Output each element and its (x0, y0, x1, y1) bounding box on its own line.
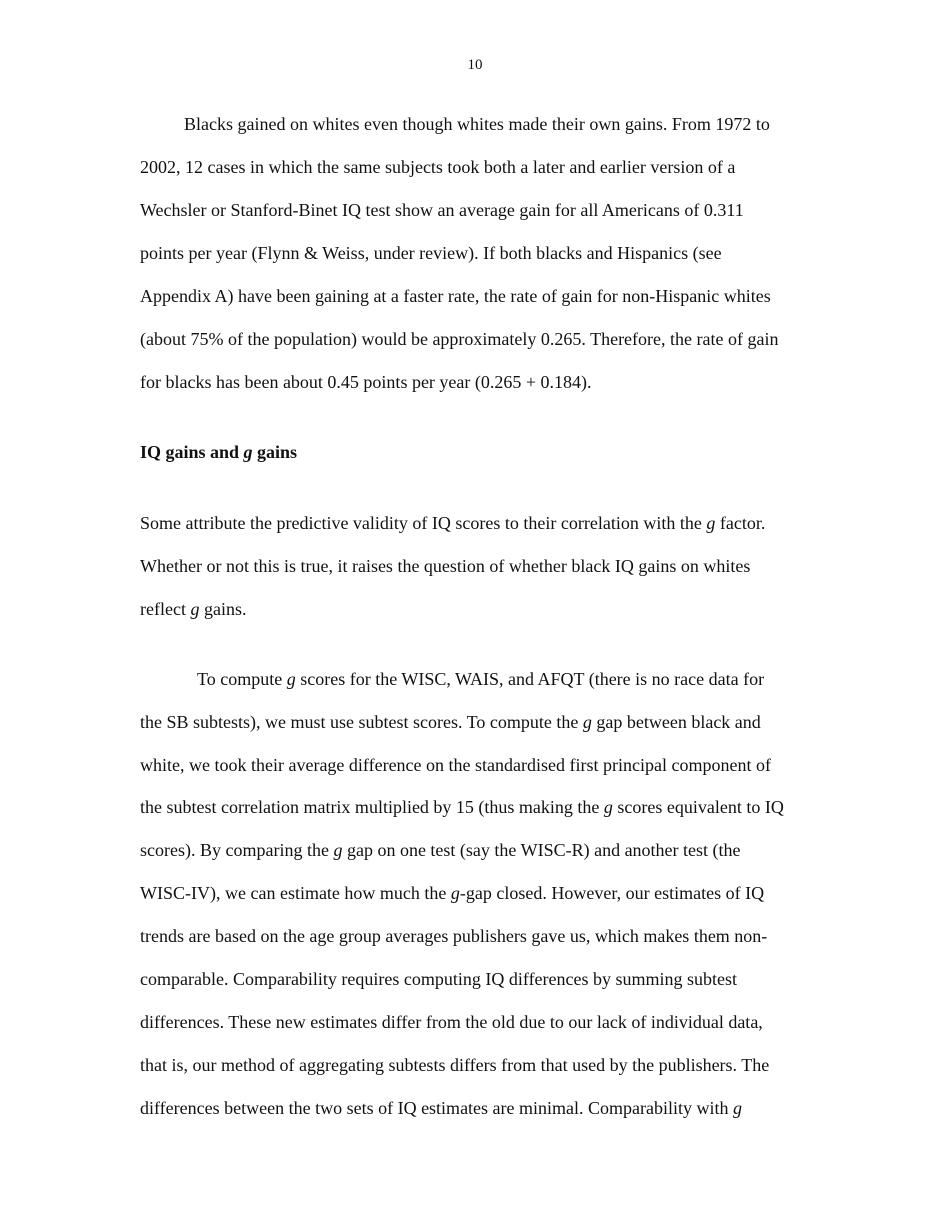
text-span: differences between the two sets of IQ estimates are minimal. Comparability with (140, 1098, 733, 1118)
text-line: 2002, 12 cases in which the same subjects took both a later and earlier version of a (140, 157, 736, 177)
g-symbol: g (706, 513, 716, 533)
text-line (140, 711, 761, 733)
text-span: gains. (199, 599, 247, 619)
text-span: scores). By comparing the (140, 840, 334, 860)
text-line: (about 75% of the population) would be approximately 0.265. Therefore, the rate of gain (140, 329, 779, 349)
text-span: scores equivalent to IQ (612, 797, 784, 817)
g-symbol: g (733, 1098, 742, 1118)
page-number: 10 (467, 57, 483, 73)
g-symbol: g (603, 797, 613, 817)
text-line: Whether or not this is true, it raises the question of whether black IQ gains on whites (140, 556, 751, 576)
text-span: WISC-IV), we can estimate how much the (140, 883, 451, 903)
text-line: that is, our method of aggregating subtests differs from that used by the publishers. The (140, 1055, 770, 1075)
text-line: for blacks has been about 0.45 points per year (0.265 + 0.184). (140, 372, 592, 392)
g-symbol: g (582, 712, 592, 732)
text-span: factor. (715, 513, 766, 533)
text-line (140, 598, 246, 620)
text-line: points per year (Flynn & Weiss, under review). If both blacks and Hispanics (see (140, 243, 722, 263)
g-symbol: g (286, 669, 296, 689)
text-line (140, 882, 764, 904)
text-span: -gap closed. However, our estimates of IQ (459, 883, 765, 903)
g-symbol: g (333, 840, 343, 860)
text-line: comparable. Comparability requires computing IQ differences by summing subtest (140, 969, 738, 989)
text-line: Appendix A) have been gaining at a faster rate, the rate of gain for non-Hispanic whites (140, 286, 771, 306)
text-line: white, we took their average difference on the standardised first principal component of (140, 755, 771, 775)
section-heading (140, 441, 297, 463)
text-line (140, 1097, 742, 1119)
text-line (140, 512, 765, 534)
heading-text: gains (252, 442, 298, 462)
text-line (140, 839, 741, 861)
text-line (140, 796, 784, 818)
text-span: reflect (140, 599, 191, 619)
text-span: gap on one test (say the WISC-R) and another test (the (342, 840, 741, 860)
heading-g: g (243, 442, 253, 462)
text-span: Some attribute the predictive validity of IQ scores to their correlation with the (140, 513, 707, 533)
text-line: Blacks gained on whites even though whites made their own gains. From 1972 to (184, 114, 770, 134)
text-line: differences. These new estimates differ from the old due to our lack of individual data, (140, 1012, 763, 1032)
text-span: To compute (197, 669, 287, 689)
text-line: trends are based on the age group averages publishers gave us, which makes them non- (140, 926, 768, 946)
heading-text: IQ gains and (140, 442, 244, 462)
text-line: Wechsler or Stanford-Binet IQ test show an average gain for all Americans of 0.311 (140, 200, 744, 220)
g-symbol: g (450, 883, 460, 903)
g-symbol: g (190, 599, 200, 619)
text-line (197, 668, 764, 690)
text-span: scores for the WISC, WAIS, and AFQT (there is no race data for (295, 669, 765, 689)
text-span: the SB subtests), we must use subtest scores. To compute the (140, 712, 583, 732)
text-span: gap between black and (591, 712, 761, 732)
text-span: the subtest correlation matrix multiplied by 15 (thus making the (140, 797, 604, 817)
